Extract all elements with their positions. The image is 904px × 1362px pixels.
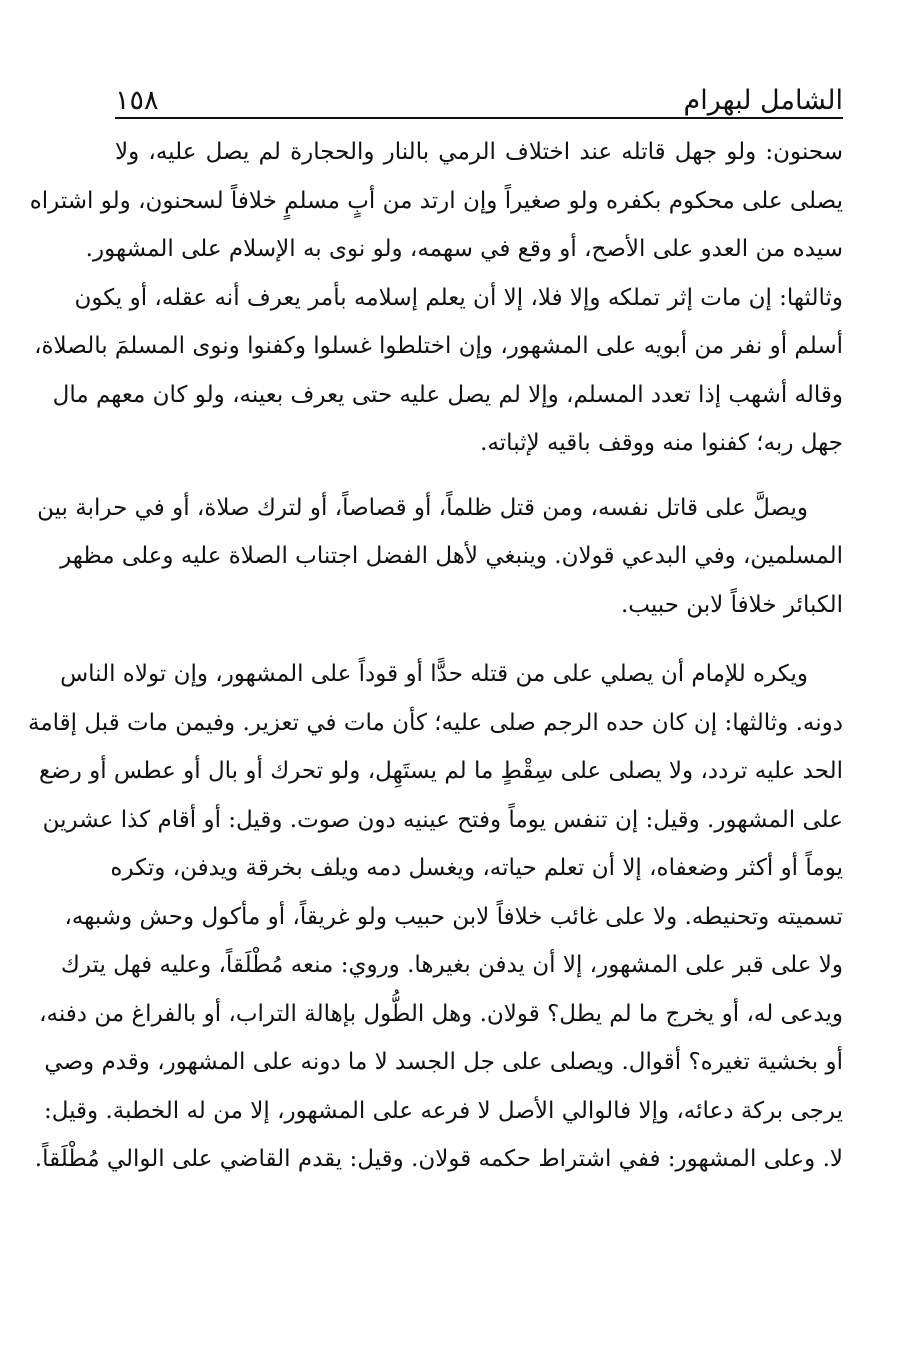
book-title: الشامل لبهرام: [683, 85, 843, 116]
header-rule: [115, 117, 843, 119]
text-line: يوماً أو أكثر وضعفاه، إلا أن تعلم حياته، ويغسل دمه ويلف بخرقة ويدفن، وتكره: [110, 855, 843, 881]
page-number: ١٥٨: [115, 85, 159, 116]
text-line: على المشهور. وقيل: إن تنفس يوماً وفتح عينيه دون صوت. وقيل: أو أقام كذا عشرين: [42, 806, 843, 833]
body-text: [27, 128, 843, 1184]
text-line: أو بخشية تغيره؟ أقوال. ويصلى على جل الجسد لا ما دونه على المشهور، وقدم وصي: [44, 1049, 843, 1075]
paragraph-2: [37, 484, 843, 630]
text-line: سحنون: ولو جهل قاتله عند اختلاف الرمي بالنار والحجارة لم يصل عليه، ولا: [115, 139, 843, 165]
text-line: دونه. وثالثها: إن كان حده الرجم صلى عليه؛ كأن مات في تعزير. وفيمن مات قبل إقامة: [27, 709, 843, 736]
running-header: [115, 58, 843, 114]
text-line: سيده من العدو على الأصح، أو وقع في سهمه، ولو نوى به الإسلام على المشهور.: [85, 236, 843, 262]
text-line: جهل ربه؛ كفنوا منه ووقف باقيه لإثباته.: [480, 430, 843, 456]
text-line: لا. وعلى المشهور: ففي اشتراط حكمه قولان. وقيل: يقدم القاضي على الوالي مُطْلَقاً.: [34, 1146, 843, 1172]
paragraph-3: [27, 650, 843, 1184]
text-line: يرجى بركة دعائه، وإلا فالوالي الأصل لا فرعه على المشهور، إلا من له الخطبة. وقيل:: [43, 1097, 843, 1124]
text-line: الحد عليه تردد، ولا يصلى على سِقْطٍ ما لم يستَهِل، ولو تحرك أو بال أو عطس أو رضع: [38, 758, 843, 784]
text-line: المسلمين، وفي البدعي قولان. وينبغي لأهل الفضل اجتناب الصلاة عليه وعلى مظهر: [60, 543, 843, 569]
text-line: أسلم أو نفر من أبويه على المشهور، وإن اختلطوا غسلوا وكفنوا ونوى المسلمَ بالصلاة،: [34, 333, 843, 359]
text-line: ويكره للإمام أن يصلي على من قتله حدًّا أو قوداً على المشهور، وإن تولاه الناس: [60, 661, 808, 687]
text-line: الكبائر خلافاً لابن حبيب.: [620, 591, 843, 618]
text-line: ويصلَّ على قاتل نفسه، ومن قتل ظلماً، أو قصاصاً، أو لترك صلاة، أو في حرابة بين: [37, 494, 808, 521]
text-line: تسميته وتحنيطه. ولا على غائب خلافاً لابن حبيب ولو غريقاً، أو مأكول وحش وشبهه،: [64, 903, 843, 930]
text-line: وثالثها: إن مات إثر تملكه وإلا فلا، إلا أن يعلم إسلامه بأمر يعرف أنه عقله، أو يكون: [74, 284, 843, 311]
paragraph-1: [29, 128, 843, 468]
text-line: يصلى على محكوم بكفره ولو صغيراً وإن ارتد من أبٍ مسلمٍ خلافاً لسحنون، ولو اشتراه: [29, 187, 843, 214]
text-line: ويدعى له، أو يخرج ما لم يطل؟ قولان. وهل الطُّول بإهالة التراب، أو بالفراغ من دفنه،: [39, 1000, 843, 1027]
text-line: وقاله أشهب إذا تعدد المسلم، وإلا لم يصل عليه حتى يعرف بعينه، ولو كان معهم مال: [52, 381, 843, 408]
text-line: ولا على قبر على المشهور، إلا أن يدفن بغيرها. وروي: منعه مُطْلَقاً، وعليه فهل يترك: [60, 952, 843, 978]
